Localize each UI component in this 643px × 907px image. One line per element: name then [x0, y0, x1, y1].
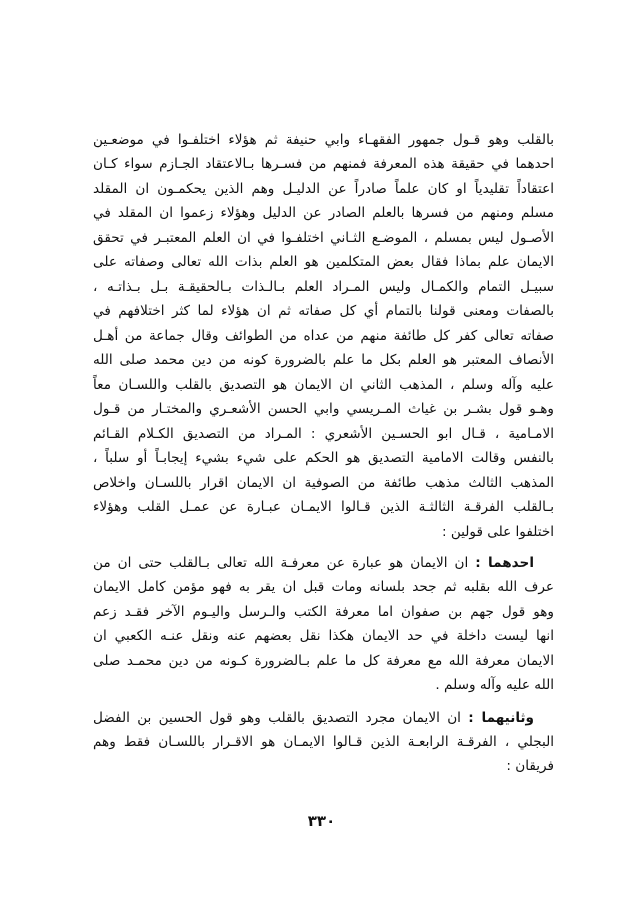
text-span: ان الايمان هو عبارة عن معرفـة الله تعالى بـالقلب حتى ان من — [93, 555, 469, 571]
text-line: بالقلب وهو قـول جمهور الفقهـاء وابي حنيفة ثم هؤلاء اختلفـوا في موضعـين — [93, 132, 554, 148]
text-line: عرف الله بقلبه ثم جحد بلسانه ومات قبل ان يقر به فهو مؤمن كامل الايمان — [93, 579, 554, 595]
paragraph-lead: وثانيهما : — [468, 710, 534, 726]
text-line: الايمان معرفة الله مع معرفة كل ما علم بـالضرورة كـونه من دين محمـد صلى — [93, 653, 554, 669]
text-line: اعتقاداً تقليدياً او كان علماً صادراً عن الدليـل وهم الذين يحكمـون ان المقلد — [93, 181, 554, 197]
text-line: الايمان علم بماذا فقال بعض المتكلمين هو العلم بذات الله تعالى وصفاته على — [93, 254, 554, 270]
text-line: صفاته تعالى كفر كل طائفة منهم من عداه من الطوائف وقال جماعة من أهـل — [93, 328, 554, 344]
text-line: الأنصاف المعتبر هو العلم بكل ما علم بالضرورة كونه من دين محمد صلى الله — [93, 352, 554, 368]
paragraph-first-line — [93, 708, 554, 728]
text-line: بالنفس وقالت الامامية التصديق هو الحكم على شيء بشيء إيجابـاً أو سلباً ، — [93, 450, 554, 466]
text-line: عليه وآله وسلم ، المذهب الثاني ان الايمان هو التصديق بالقلب واللسـان معاً — [93, 377, 554, 393]
text-line: فريقان : — [506, 758, 554, 774]
text-line: الأصـول ليس بمسلم ، الموضـع الثـاني اختلفـوا في ان العلم المعتبـر في تحقق — [93, 230, 554, 246]
text-line: اختلفوا على قولين : — [441, 524, 554, 540]
paragraph-first-line — [93, 553, 554, 573]
text-line: احدهما في حقيقة هذه المعرفة فمنهم من فسـرها بـالاعتقاد الجـازم سواء كـان — [93, 156, 554, 172]
text-line: المذهب الثالث مذهب طائفة من الصوفية ان الايمان اقرار باللسـان واخلاص — [93, 475, 554, 491]
text-line: الله عليه وآله وسلم . — [435, 677, 554, 693]
paragraph-lead: احدهما : — [475, 555, 534, 571]
text-line: وهـو قول بشـر بن غياث المـريسي وابي الحسن الأشعـري والمختـار من قـول — [93, 401, 554, 417]
page-number: ٣٣٠ — [307, 812, 336, 830]
text-line: انها ليست داخلة في حد الايمان هكذا نقل بعضهم عنه ونقل عنـه الكعبي ان — [93, 628, 554, 644]
text-line: بالصفات ومعنى قولنا بالتمام أي كل صفاته ثم ان هؤلاء لما كثر اختلافهم في — [93, 303, 554, 319]
text-line: البجلي ، الفرقـة الرابعـة الذين قـالوا الايمـان هو الاقـرار باللسـان فقط وهم — [93, 734, 554, 750]
text-span: ان الايمان مجرد التصديق بالقلب وهو قول الحسين بن الفضل — [93, 710, 461, 726]
text-line: وهو قول جهم بن صفوان اما معرفة الكتب والـرسل واليـوم الآخر فقـد زعم — [93, 604, 554, 620]
text-line: سبيـل التمام والكمـال وليس المـراد العلم بـالـذات بـالحقيقـة بـل بـذاتـه ، — [93, 279, 554, 295]
text-line: الامـامية ، قـال ابو الحسـين الأشعري : المـراد من التصديق الكـلام القـائم — [93, 426, 554, 442]
text-line: بـالقلب الفرقـة الثالثـة الذين قـالوا الايمـان عبـارة عن عمـل القلب وهؤلاء — [93, 499, 554, 515]
text-line: مسلم ومنهم من فسرها بالعلم الصادر عن الدليل وهؤلاء زعموا ان المقلد في — [93, 205, 554, 221]
